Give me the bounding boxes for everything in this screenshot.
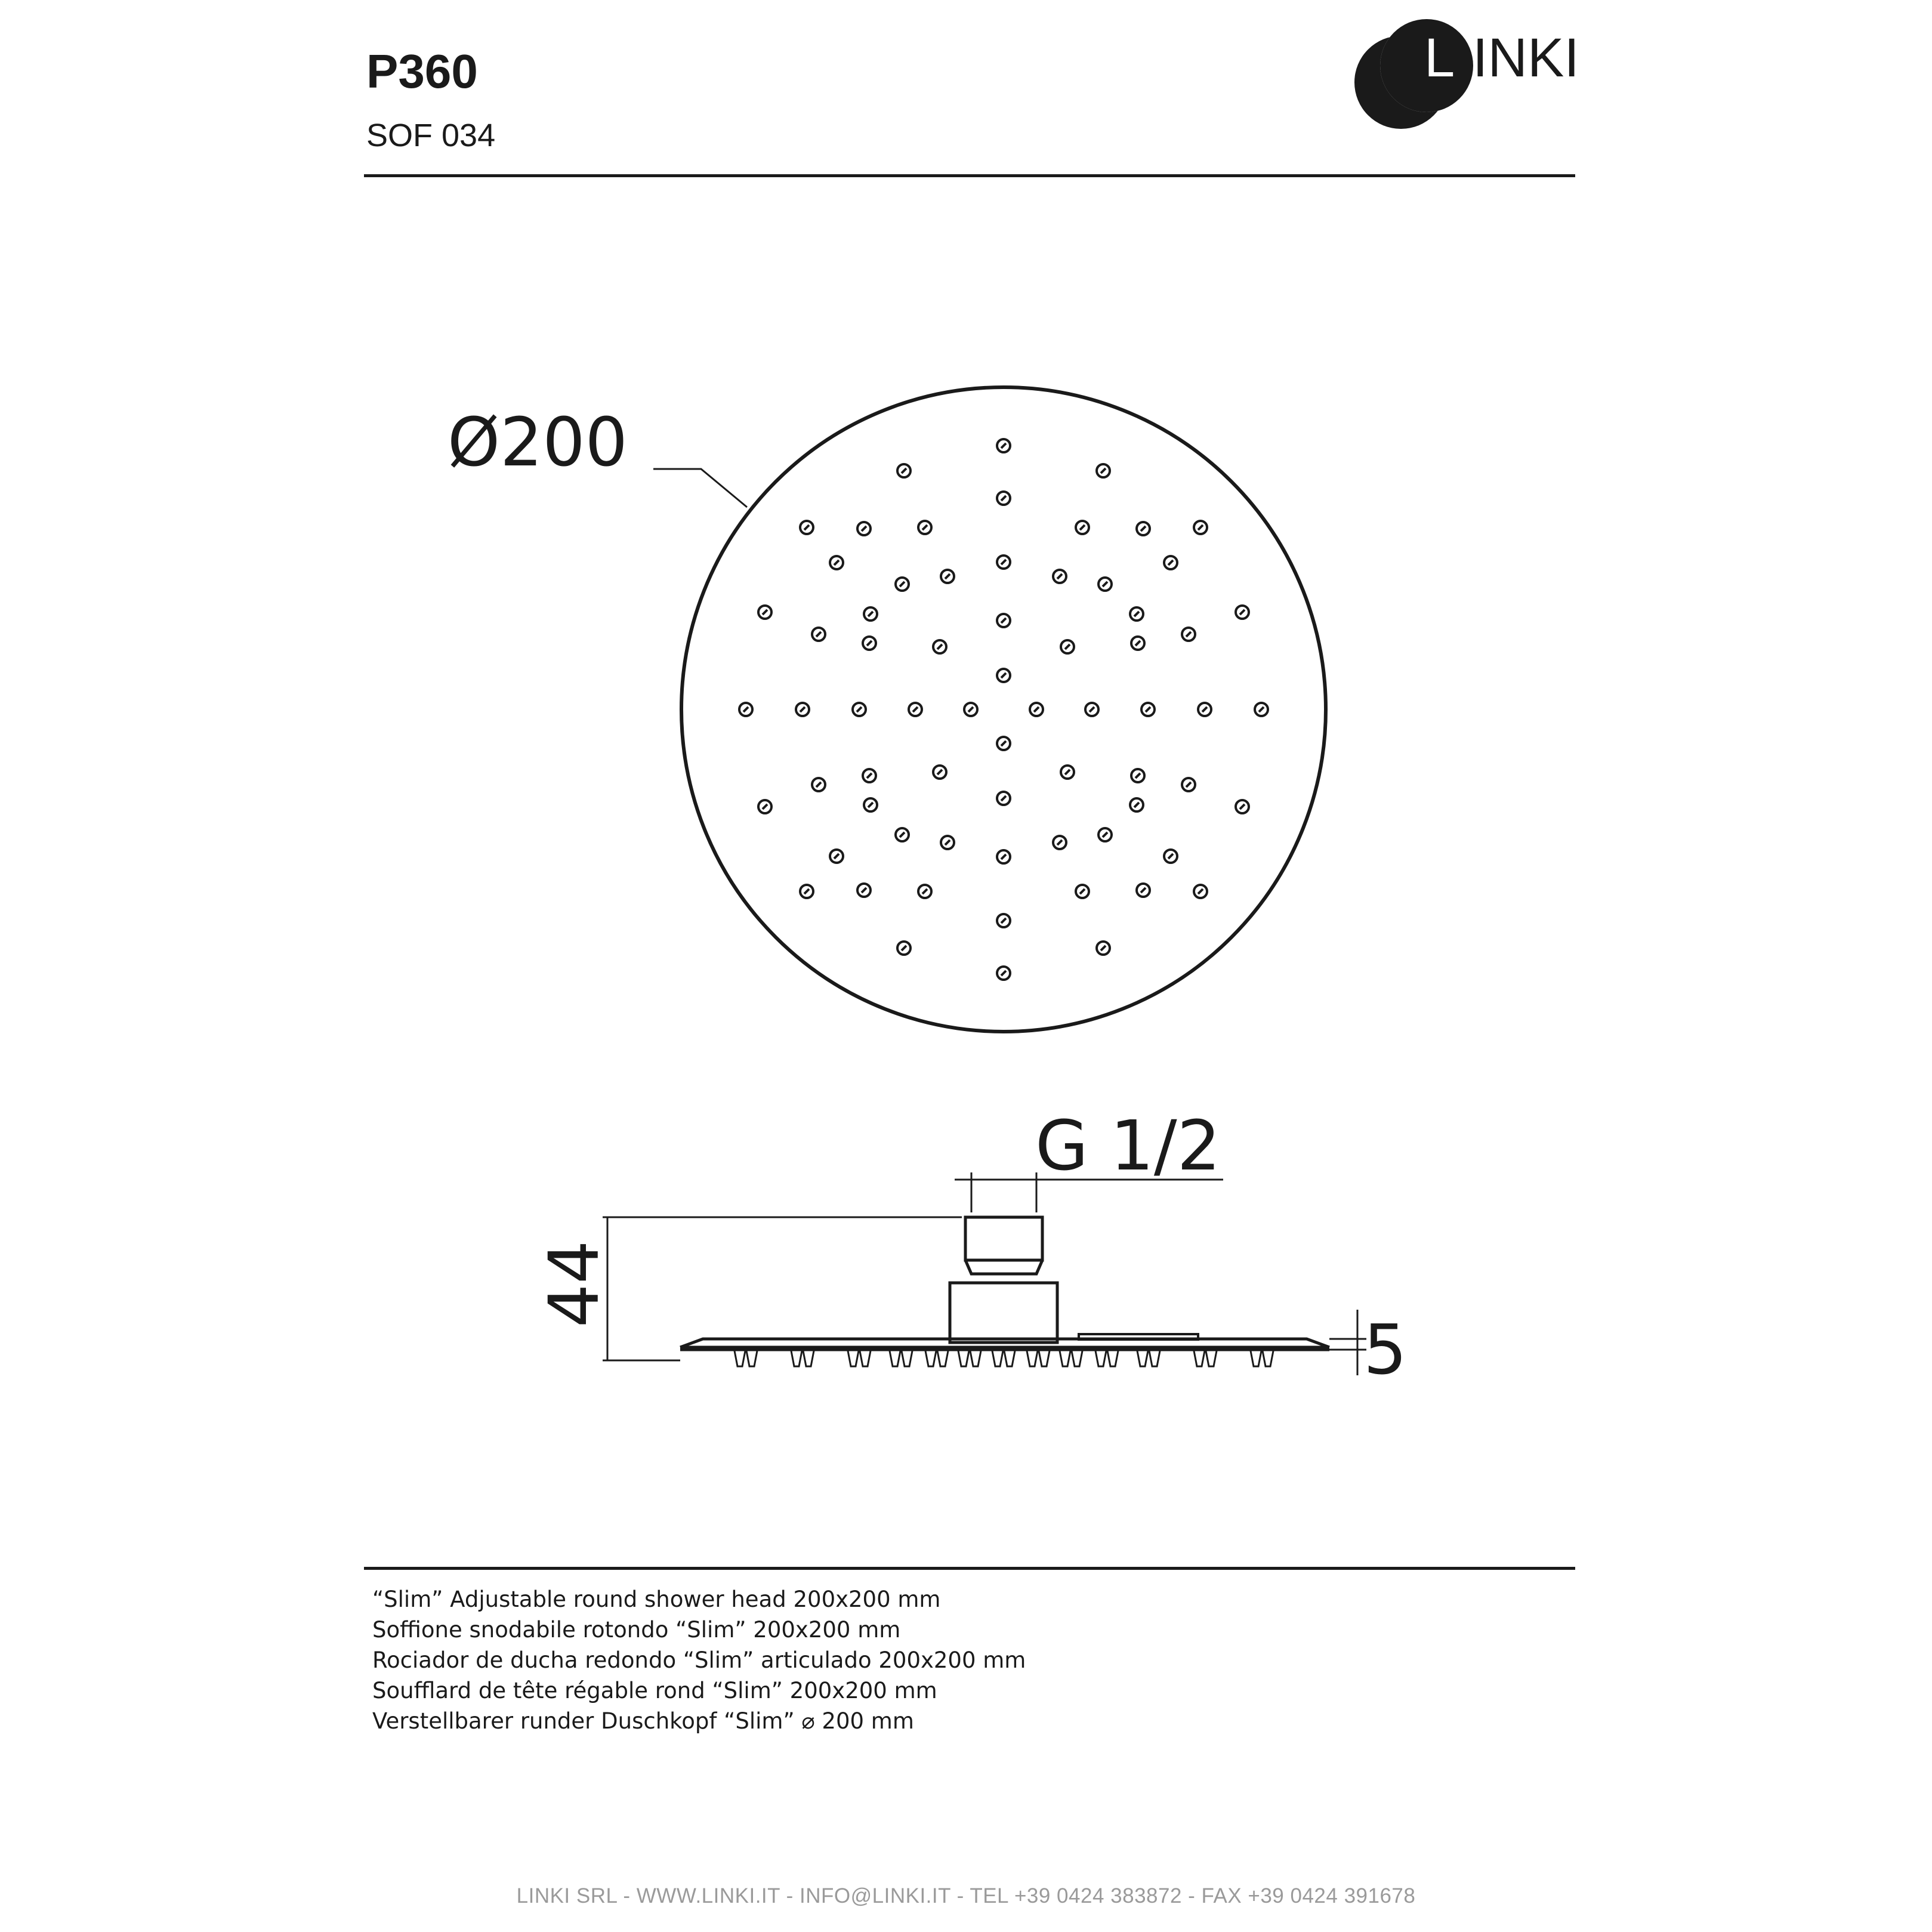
side-nozzle (1251, 1351, 1261, 1366)
nozzle-mark (968, 707, 973, 712)
nozzle-mark (902, 946, 906, 950)
side-nozzle (803, 1351, 814, 1366)
nozzle-mark (1186, 632, 1191, 637)
nozzle-mark (1198, 525, 1203, 530)
nozzle-mark (1134, 612, 1139, 616)
nozzle-mark (1080, 889, 1085, 894)
nozzle-mark (816, 632, 821, 637)
nozzle-mark (1240, 610, 1245, 615)
nozzle-mark (937, 644, 942, 649)
side-nozzle (1137, 1351, 1148, 1366)
side-nozzle (992, 1351, 1003, 1366)
nozzle-mark (1146, 707, 1150, 712)
nozzle-mark (804, 889, 809, 894)
nozzle-mark (868, 803, 873, 807)
company-footer: LINKI SRL - WWW.LINKI.IT - INFO@LINKI.IT - TEL +39 0424 383872 - FAX +39 0424 391678 (516, 1884, 1416, 1908)
nozzle-mark (1065, 770, 1070, 774)
nozzle-mark (1168, 560, 1173, 565)
height-label: 44 (535, 1240, 615, 1328)
description-line-it: Soffione snodabile rotondo “Slim” 200x200 mm (372, 1617, 901, 1643)
side-nozzle (1060, 1351, 1070, 1366)
nozzle-mark (902, 468, 906, 473)
nozzle-mark (1001, 618, 1006, 623)
side-nozzle (1027, 1351, 1038, 1366)
side-nozzle (1206, 1351, 1217, 1366)
side-view (603, 1172, 1366, 1375)
side-nozzle (1107, 1351, 1118, 1366)
side-nozzle (848, 1351, 859, 1366)
side-nozzle (734, 1351, 745, 1366)
description-line-es: Rociador de ducha redondo “Slim” articulado 200x200 mm (372, 1647, 1026, 1673)
diameter-leader-line (653, 469, 747, 507)
nozzle-mark (800, 707, 805, 712)
nozzle-mark (1057, 840, 1062, 845)
nozzle-mark (862, 526, 866, 531)
nozzle-mark (1001, 918, 1006, 923)
product-code: SOF 034 (366, 118, 496, 153)
nozzle-mark (1001, 971, 1006, 976)
description-line-fr: Soufflard de tête régable rond “Slim” 200x200 mm (372, 1678, 937, 1703)
nozzle-mark (1080, 525, 1085, 530)
nozzle-mark (1186, 782, 1191, 787)
nozzle-mark (816, 782, 821, 787)
nozzle-mark (1034, 707, 1039, 712)
ball-joint-body (950, 1283, 1057, 1342)
nozzle-mark (1103, 832, 1107, 837)
side-nozzle (1072, 1351, 1082, 1366)
nozzle-mark (862, 888, 866, 893)
nozzle-mark (834, 854, 839, 859)
nozzle-mark (1001, 496, 1006, 501)
side-nozzle (860, 1351, 871, 1366)
nozzle-mark (1065, 644, 1070, 649)
plate-boss (1079, 1334, 1198, 1340)
side-nozzle (1194, 1351, 1205, 1366)
nozzle-mark (1202, 707, 1207, 712)
nozzle-group (739, 439, 1268, 980)
nozzle-mark (743, 707, 748, 712)
connection-label: G 1/2 (1035, 1106, 1221, 1186)
nozzle-mark (1259, 707, 1264, 712)
diameter-label: Ø200 (447, 404, 628, 482)
connector-taper (965, 1260, 1042, 1274)
side-nozzle (970, 1351, 981, 1366)
side-nozzle (925, 1351, 936, 1366)
nozzle-mark (1001, 741, 1006, 746)
side-nozzle (791, 1351, 802, 1366)
nozzle-mark (804, 525, 809, 530)
side-nozzle (746, 1351, 757, 1366)
description-line-en: “Slim” Adjustable round shower head 200x200 mm (372, 1587, 941, 1612)
nozzle-mark (945, 840, 950, 845)
nozzle-mark (1101, 946, 1106, 950)
side-nozzle (890, 1351, 900, 1366)
side-nozzle (1039, 1351, 1050, 1366)
nozzle-mark (1001, 560, 1006, 564)
nozzle-mark (867, 773, 872, 778)
nozzle-mark (937, 770, 942, 774)
side-nozzle (902, 1351, 912, 1366)
nozzle-mark (1240, 804, 1245, 809)
description-divider (364, 1567, 1575, 1570)
nozzle-mark (857, 707, 862, 712)
nozzle-mark (1168, 854, 1173, 859)
nozzle-mark (1001, 854, 1006, 859)
connector-nut (965, 1217, 1042, 1260)
description-block (372, 1584, 1026, 1736)
nozzle-mark (1198, 889, 1203, 894)
side-nozzle (1095, 1351, 1106, 1366)
nozzle-mark (1141, 526, 1146, 531)
nozzle-mark (1103, 582, 1107, 587)
nozzle-mark (900, 832, 905, 837)
thickness-label: 5 (1363, 1310, 1408, 1390)
side-nozzle (1149, 1351, 1160, 1366)
nozzle-mark (1001, 443, 1006, 448)
nozzle-mark (1141, 888, 1146, 893)
nozzle-mark (945, 574, 950, 579)
description-line-de: Verstellbarer runder Duschkopf “Slim” ⌀ 200 mm (372, 1708, 914, 1734)
nozzle-mark (763, 610, 767, 615)
nozzle-mark (1135, 641, 1140, 646)
logo-wordmark: INKI (1473, 27, 1579, 88)
nozzle-mark (1090, 707, 1094, 712)
nozzle-mark (867, 641, 872, 646)
side-nozzle (1263, 1351, 1273, 1366)
side-nozzle (1004, 1351, 1015, 1366)
nozzle-mark (900, 582, 905, 587)
side-nozzle (937, 1351, 948, 1366)
side-nozzle-row (734, 1351, 1273, 1366)
logo-initial: L (1424, 27, 1455, 88)
model-number: P360 (366, 45, 478, 98)
nozzle-mark (922, 889, 927, 894)
side-nozzle (958, 1351, 969, 1366)
nozzle-mark (1135, 773, 1140, 778)
nozzle-mark (1134, 803, 1139, 807)
nozzle-mark (913, 707, 918, 712)
shower-head-outline (681, 387, 1326, 1032)
nozzle-mark (1001, 673, 1006, 678)
nozzle-mark (1101, 468, 1106, 473)
nozzle-mark (922, 525, 927, 530)
nozzle-mark (1057, 574, 1062, 579)
nozzle-mark (1001, 796, 1006, 801)
nozzle-mark (868, 612, 873, 616)
nozzle-mark (834, 560, 839, 565)
nozzle-mark (763, 804, 767, 809)
